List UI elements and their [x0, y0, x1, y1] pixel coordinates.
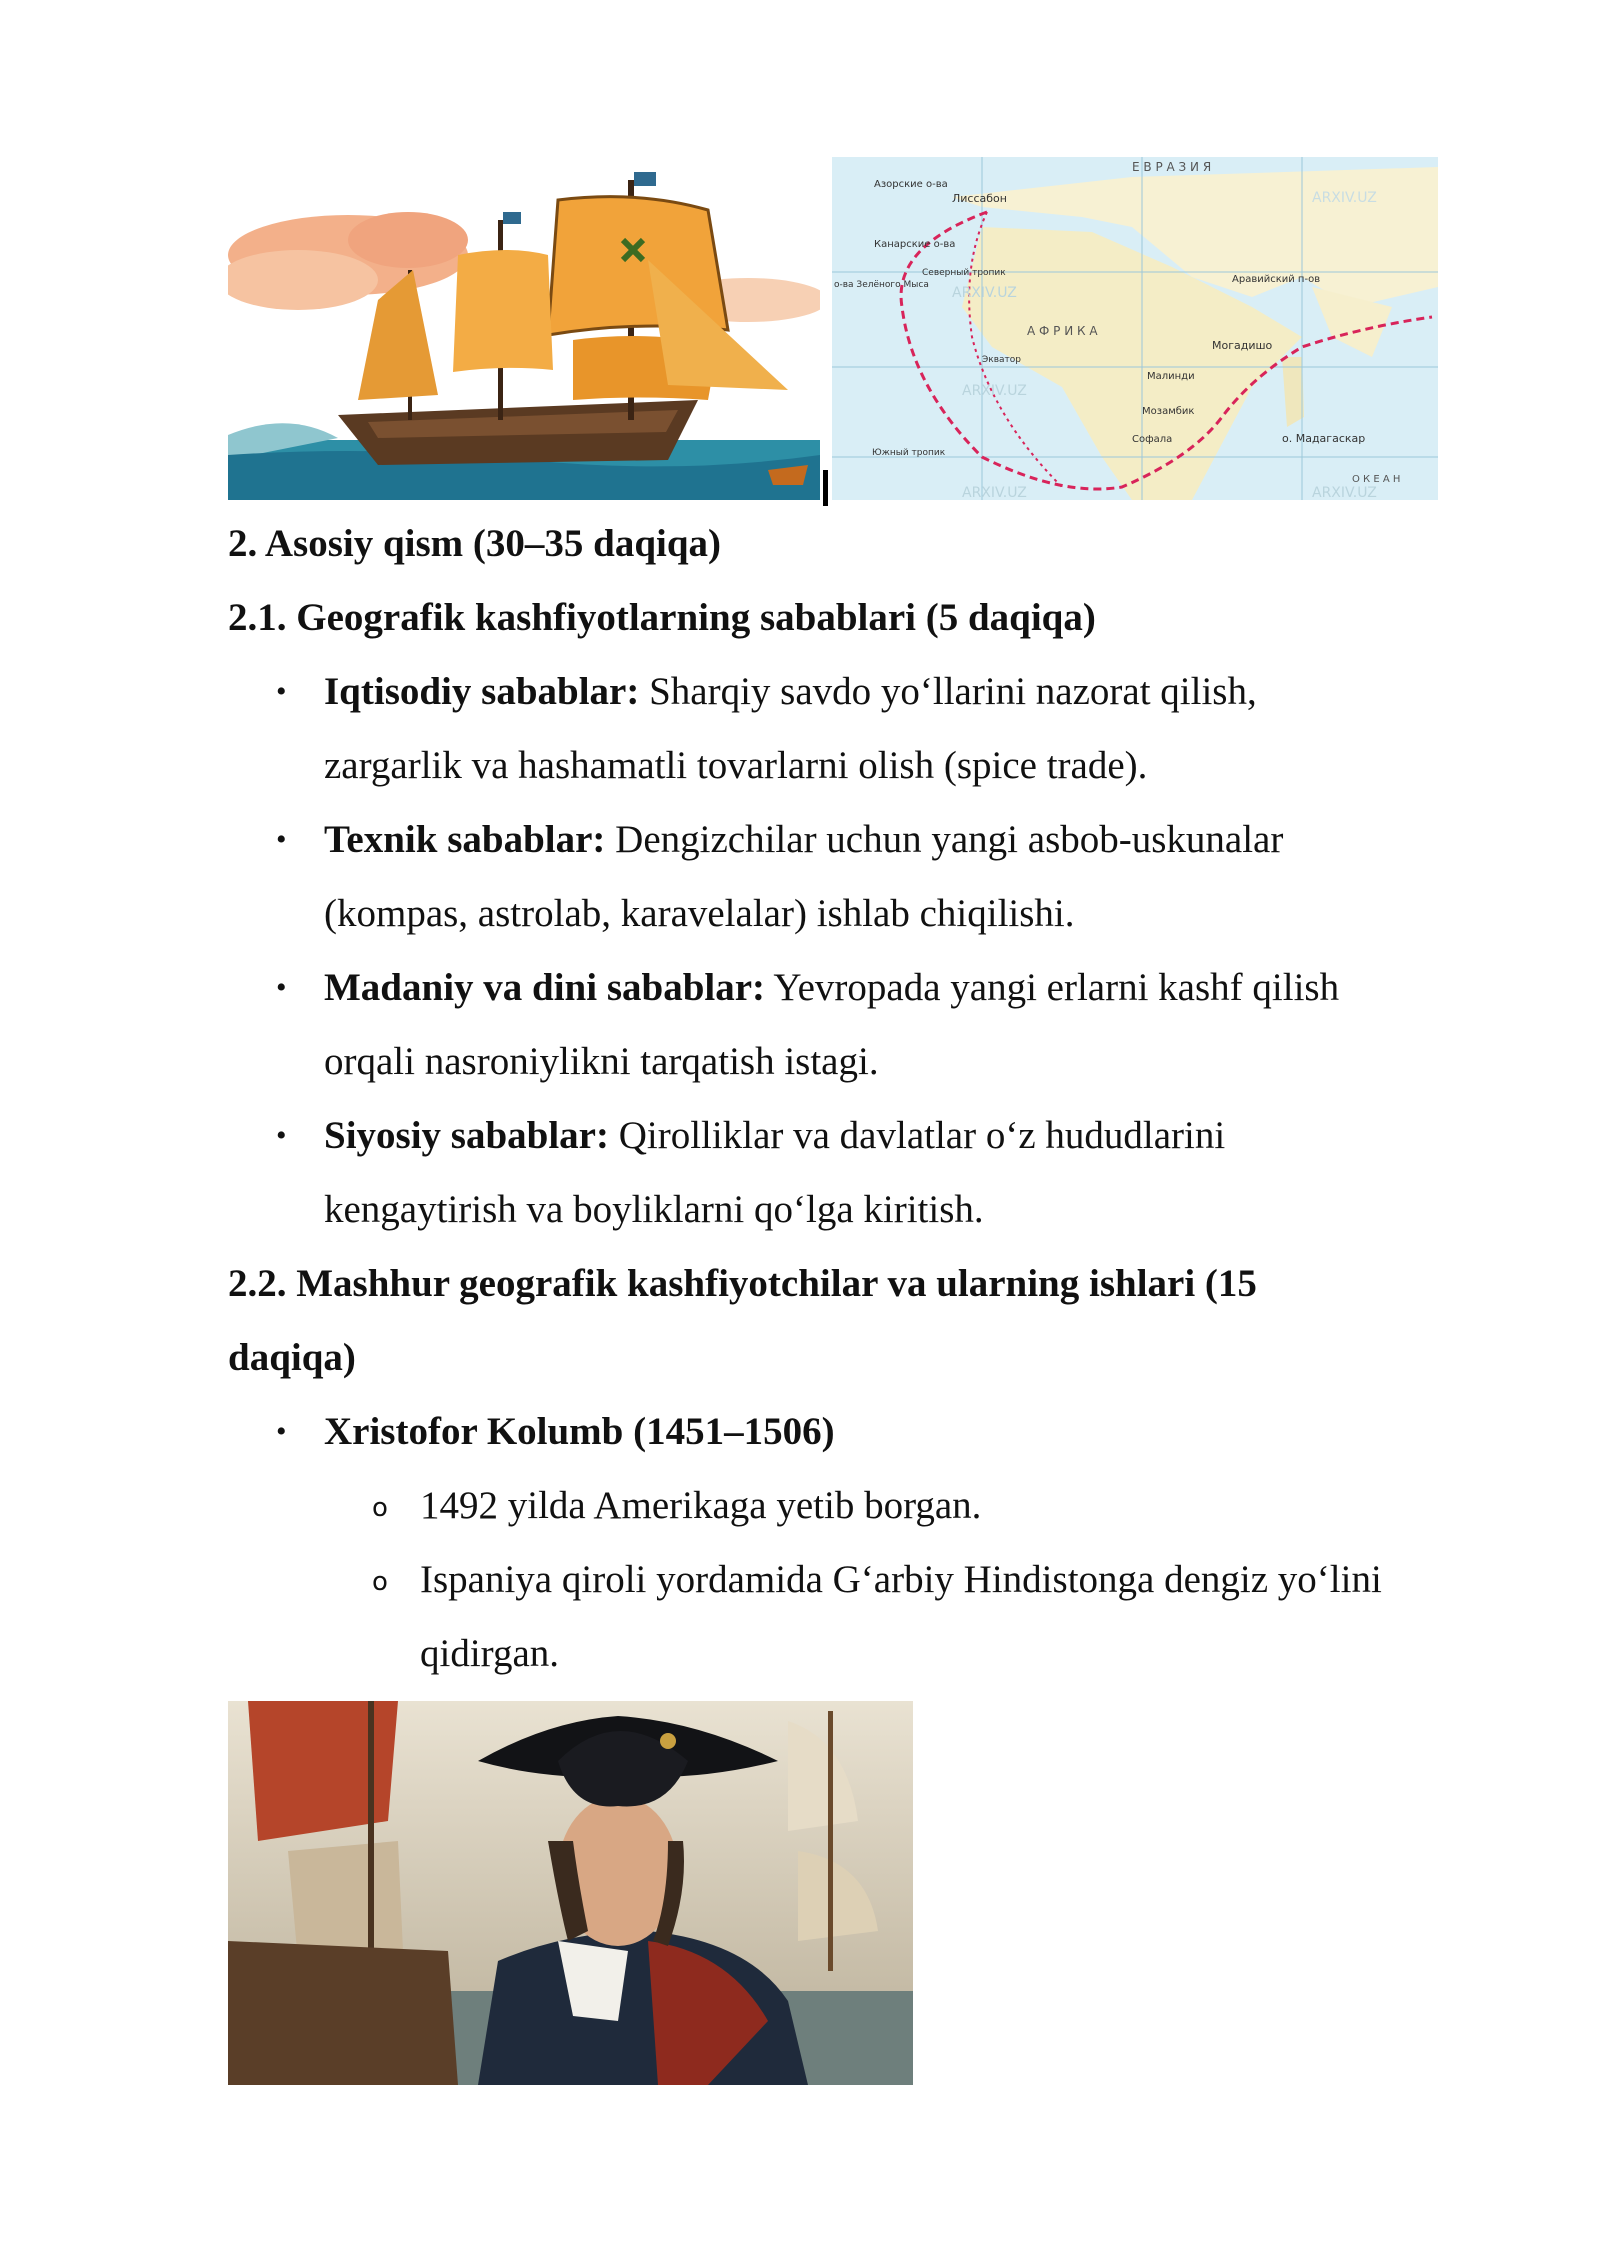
voyage-map-image: [832, 157, 1438, 500]
bullet: •: [276, 1119, 287, 1152]
explorer-fact-cont: qidirgan.: [420, 1632, 560, 1675]
explorer-fact: Ispaniya qiroli yordamida G‘arbiy Hindistonga dengiz yo‘lini: [420, 1558, 1382, 1601]
reason-item-cultural: [324, 964, 1339, 1012]
reason-item-economic: [324, 668, 1257, 716]
explorer-name: Xristofor Kolumb (1451–1506): [324, 1410, 835, 1453]
map-label-mogadishu: Могадишо: [1212, 339, 1273, 352]
reason-text-cont: kengaytirish va boyliklarni qo‘lga kiritish.: [324, 1188, 984, 1231]
section-2-1-title: 2.1. Geografik kashfiyotlarning sabablari (5 daqiqa): [228, 596, 1096, 639]
map-watermark: ARXIV.UZ: [952, 285, 1017, 301]
map-label-mozambique: Мозамбик: [1142, 406, 1195, 417]
map-label-canary: Канарские о-ва: [874, 239, 956, 250]
reason-text: Qirolliklar va davlatlar o‘z hududlarini: [608, 1114, 1226, 1157]
map-label-ocean: О К Е А Н: [1352, 474, 1401, 485]
reason-label: Madaniy va dini sabablar:: [324, 966, 766, 1009]
reason-text: Dengizchilar uchun yangi asbob-uskunalar: [605, 818, 1284, 861]
explorer-fact: 1492 yilda Amerikaga yetib borgan.: [420, 1484, 982, 1527]
map-label-arabian: Аравийский п-ов: [1232, 274, 1321, 285]
map-watermark: ARXIV.UZ: [962, 383, 1027, 399]
columbus-portrait-image: [228, 1701, 913, 2085]
section-2-title: 2. Asosiy qism (30–35 daqiqa): [228, 522, 722, 565]
reason-label: Siyosiy sabablar:: [324, 1114, 609, 1157]
map-label-malindi: Малинди: [1147, 371, 1195, 382]
map-label-sofala: Софала: [1132, 434, 1173, 445]
text-cursor: [823, 470, 828, 506]
bullet: •: [276, 1415, 287, 1448]
reason-item-technical: [324, 816, 1283, 864]
sub-bullet: o: [372, 1493, 388, 1523]
map-label-madagascar: о. Мадагаскар: [1282, 432, 1366, 445]
map-label-lisbon: Лиссабон: [952, 192, 1007, 205]
map-label-cape-verde: о-ва Зелёного Мыса: [834, 280, 929, 290]
reason-text-cont: orqali nasroniylikni tarqatish istagi.: [324, 1040, 879, 1083]
bullet: •: [276, 823, 287, 856]
ship-image: [228, 160, 820, 500]
bullet: •: [276, 675, 287, 708]
map-label-south-tropic: Южный тропик: [872, 448, 946, 458]
reason-text-cont: (kompas, astrolab, karavelalar) ishlab chiqilishi.: [324, 892, 1075, 935]
map-label-equator: Экватор: [982, 355, 1022, 365]
sub-bullet: o: [372, 1567, 388, 1597]
map-watermark: ARXIV.UZ: [1312, 190, 1377, 206]
bullet: •: [276, 971, 287, 1004]
map-label-eurasia: Е В Р А З И Я: [1132, 160, 1212, 174]
map-label-africa: А Ф Р И К А: [1027, 324, 1098, 338]
map-label-azores: Азорские о-ва: [874, 179, 948, 190]
reason-text: Yevropada yangi erlarni kashf qilish: [765, 966, 1340, 1009]
reason-label: Texnik sabablar:: [324, 818, 606, 861]
map-label-north-tropic: Северный тропик: [922, 268, 1006, 278]
reason-item-political: [324, 1112, 1225, 1160]
reason-label: Iqtisodiy sabablar:: [324, 670, 640, 713]
reason-text-cont: zargarlik va hashamatli tovarlarni olish (spice trade).: [324, 744, 1148, 787]
section-2-2-title: 2.2. Mashhur geografik kashfiyotchilar va ularning ishlari (15: [228, 1262, 1257, 1305]
reason-text: Sharqiy savdo yo‘llarini nazorat qilish,: [639, 670, 1257, 713]
section-2-2-title-cont: daqiqa): [228, 1336, 356, 1379]
map-watermark: ARXIV.UZ: [1312, 485, 1377, 500]
map-watermark: ARXIV.UZ: [962, 485, 1027, 500]
